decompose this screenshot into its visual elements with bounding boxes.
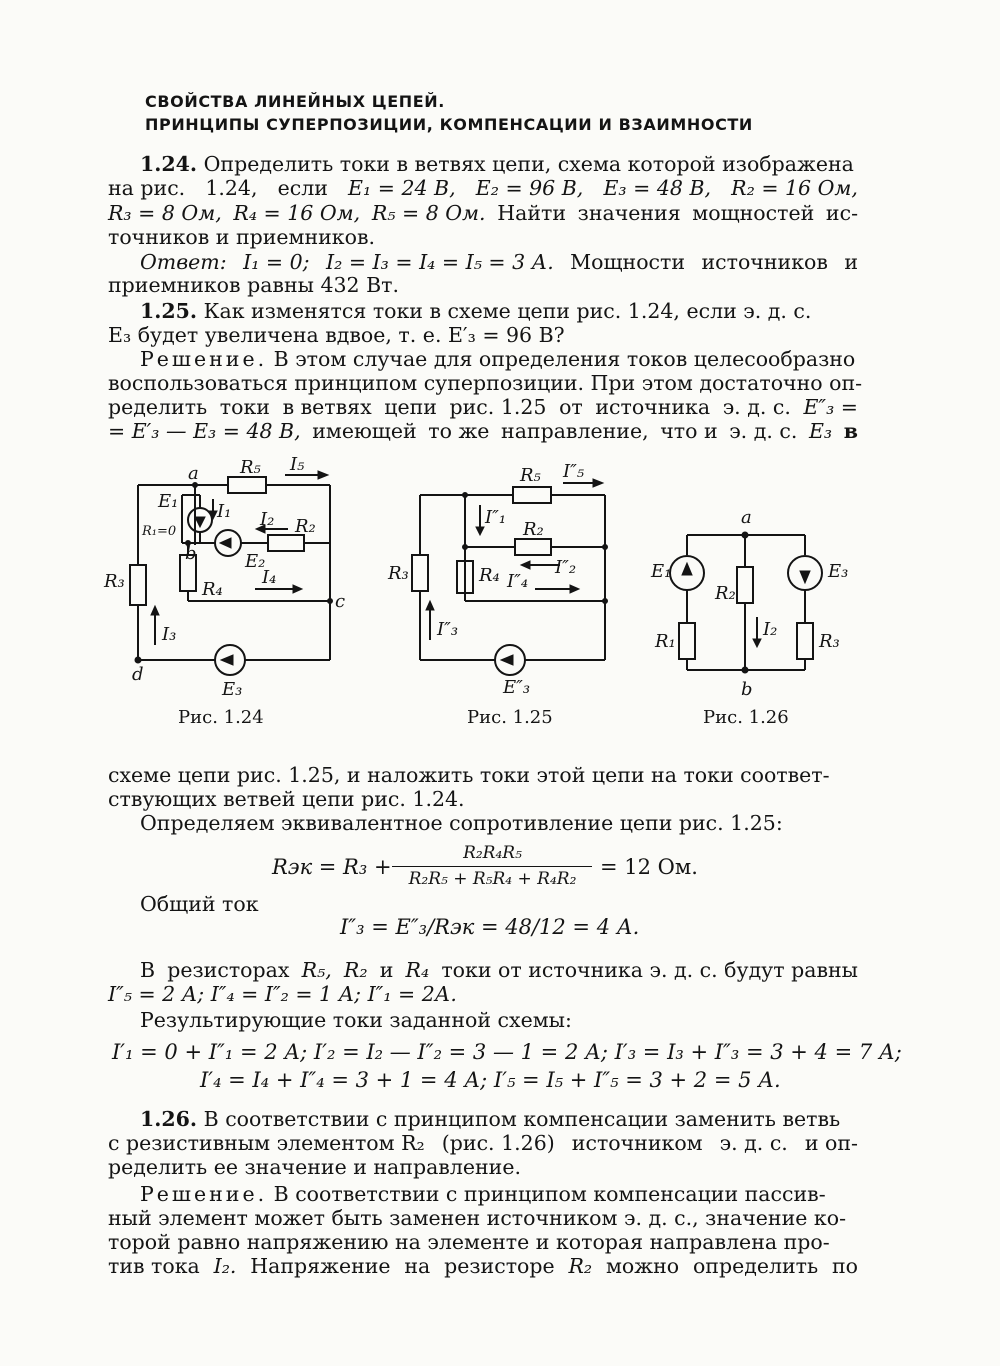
- formula-req-fraction-bar: [392, 866, 592, 867]
- fig124-r4: R₄: [202, 579, 223, 600]
- formula-req-rhs: = 12 Ом.: [600, 855, 698, 879]
- problem-1-25-line-1: 1.25. Как изменятся токи в схеме цепи рис. 1.24, если э. д. с.: [140, 299, 812, 323]
- text-after-figures-line-2: ствующих ветвей цепи рис. 1.24.: [108, 787, 465, 811]
- solution-1-26-line-1: Решение. В соответствии с принципом компенсации пассив-: [140, 1182, 826, 1206]
- fig126-r2: R₂: [715, 583, 736, 604]
- problem-number: 1.24.: [140, 152, 198, 176]
- section-heading-line-1: СВОЙСТВА ЛИНЕЙНЫХ ЦЕПЕЙ.: [145, 92, 445, 111]
- fig126-node-b: b: [741, 679, 753, 700]
- fig124-r2: R₂: [295, 516, 316, 537]
- solution-1-25-line-2: воспользоваться принципом суперпозиции. При этом достаточно оп-: [108, 371, 863, 395]
- formula-req-numerator: R₂R₄R₅: [463, 843, 522, 863]
- problem-number: 1.25.: [140, 299, 198, 323]
- problem-1-24-line-4: точников и приемников.: [108, 225, 376, 249]
- fig124-i2: I₂: [260, 509, 275, 530]
- fig126-e3: E₃: [828, 561, 849, 582]
- figure-1-24-circuit: [100, 455, 350, 715]
- solution-1-25-line-1: Решение. В этом случае для определения токов целесообразно: [140, 347, 856, 371]
- fig124-e1: E₁: [158, 491, 179, 512]
- solution-1-25-line-3: ределить токи в ветвях цепи рис. 1.25 от источника э. д. с. E″₃ =: [108, 395, 858, 419]
- fig126-i2: I₂: [763, 619, 778, 640]
- formula-req-denominator: R₂R₅ + R₅R₄ + R₄R₂: [408, 869, 577, 889]
- fig124-r1: R₁=0: [142, 524, 177, 539]
- problem-1-24-line-2: на рис. 1.24, если E₁ = 24 В, E₂ = 96 В, E₃ = 48 В, R₂ = 16 Ом,: [108, 176, 858, 200]
- fig125-r2: R₂: [523, 519, 544, 540]
- problem-1-26-line-2: с резистивным элементом R₂ (рис. 1.26) источником э. д. с. и оп-: [108, 1131, 858, 1155]
- figure-1-26-caption: Рис. 1.26: [703, 707, 789, 728]
- fig125-r4: R₄: [479, 565, 500, 586]
- text-resistor-currents-line-1: В резисторах R₅, R₂ и R₄ токи от источника э. д. с. будут равны: [140, 958, 858, 982]
- problem-1-26-line-3: ределить ее значение и направление.: [108, 1155, 521, 1179]
- text-equivalent-resistance-intro: Определяем эквивалентное сопротивление цепи рис. 1.25:: [140, 811, 783, 835]
- solution-1-26-line-2: ный элемент может быть заменен источником э. д. с., значение ко-: [108, 1206, 846, 1230]
- formula-req-lhs: Rэк = R₃ +: [272, 855, 392, 879]
- problem-1-25-line-2: E₃ будет увеличена вдвое, т. е. E′₃ = 96 В?: [108, 323, 565, 347]
- fig126-node-a: a: [741, 507, 752, 528]
- solution-label: Решение.: [140, 1182, 268, 1206]
- text-total-current: Общий ток: [140, 892, 259, 916]
- figure-1-25-caption: Рис. 1.25: [467, 707, 553, 728]
- fig125-i2: I″₂: [555, 557, 577, 578]
- fig125-e3: E″₃: [503, 677, 531, 698]
- fig124-i3: I₃: [162, 624, 177, 645]
- formula-resulting-currents-2: I′₄ = I₄ + I″₄ = 3 + 1 = 4 А; I′₅ = I₅ + I″₅ = 3 + 2 = 5 А.: [200, 1068, 781, 1092]
- answer-1-24-line-1: Ответ: I₁ = 0; I₂ = I₃ = I₄ = I₅ = 3 А. Мощности источников и: [140, 250, 858, 274]
- fig125-i4: I″₄: [507, 571, 529, 592]
- answer-label: Ответ:: [140, 250, 227, 274]
- figure-1-25-circuit: [385, 455, 625, 700]
- problem-1-24-line-1: 1.24. Определить токи в ветвях цепи, схема которой изображена: [140, 152, 854, 176]
- formula-resulting-currents-1: I′₁ = 0 + I″₁ = 2 А; I′₂ = I₂ — I″₂ = 3 — 1 = 2 А; I′₃ = I₃ + I″₃ = 3 + 4 = 7 А;: [112, 1040, 902, 1064]
- text-after-figures-line-1: схеме цепи рис. 1.25, и наложить токи этой цепи на токи соответ-: [108, 763, 830, 787]
- fig124-node-b: b: [185, 543, 197, 564]
- text-resulting-currents-intro: Результирующие токи заданной схемы:: [140, 1008, 572, 1032]
- fig124-r5: R₅: [240, 457, 261, 478]
- fig126-r1: R₁: [655, 631, 676, 652]
- problem-1-26-line-1: 1.26. В соответствии с принципом компенсации заменить ветвь: [140, 1107, 841, 1131]
- fig125-i1: I″₁: [485, 507, 507, 528]
- fig125-r3: R₃: [388, 563, 409, 584]
- fig125-i3: I″₃: [437, 619, 459, 640]
- fig124-i4: I₄: [262, 567, 277, 588]
- fig125-i5: I″₅: [563, 461, 585, 482]
- figure-1-26-circuit: [645, 505, 870, 700]
- fig124-i5: I₅: [290, 454, 305, 475]
- fig125-r5: R₅: [520, 465, 541, 486]
- fig126-e1: E₁: [651, 561, 672, 582]
- formula-total-current: I″₃ = E″₃/Rэк = 48/12 = 4 А.: [340, 915, 640, 939]
- problem-number: 1.26.: [140, 1107, 198, 1131]
- fig126-r3: R₃: [819, 631, 840, 652]
- fig124-i1: I₁: [217, 501, 232, 522]
- fig124-r3: R₃: [104, 571, 125, 592]
- fig124-node-c: c: [335, 591, 346, 612]
- figure-1-24-caption: Рис. 1.24: [178, 707, 264, 728]
- fig124-node-a: a: [188, 463, 199, 484]
- solution-1-26-line-4: тив тока I₂. Напряжение на резисторе R₂ можно определить по: [108, 1254, 858, 1278]
- section-heading-line-2: ПРИНЦИПЫ СУПЕРПОЗИЦИИ, КОМПЕНСАЦИИ И ВЗАИМНОСТИ: [145, 115, 753, 134]
- problem-1-24-line-3: R₃ = 8 Ом, R₄ = 16 Ом, R₅ = 8 Ом. Найти значения мощностей ис-: [108, 201, 858, 225]
- solution-label: Решение.: [140, 347, 268, 371]
- solution-1-26-line-3: торой равно напряжению на элементе и которая направлена про-: [108, 1230, 830, 1254]
- solution-1-25-line-4: = E′₃ — E₃ = 48 В, имеющей то же направление, что и э. д. с. E₃ в: [108, 419, 858, 443]
- fig124-e2: E₂: [245, 551, 266, 572]
- fig124-e3: E₃: [222, 679, 243, 700]
- fig124-node-d: d: [132, 664, 144, 685]
- answer-1-24-line-2: приемников равны 432 Вт.: [108, 273, 400, 297]
- text-resistor-currents-line-2: I″₅ = 2 А; I″₄ = I″₂ = 1 А; I″₁ = 2А.: [108, 982, 457, 1006]
